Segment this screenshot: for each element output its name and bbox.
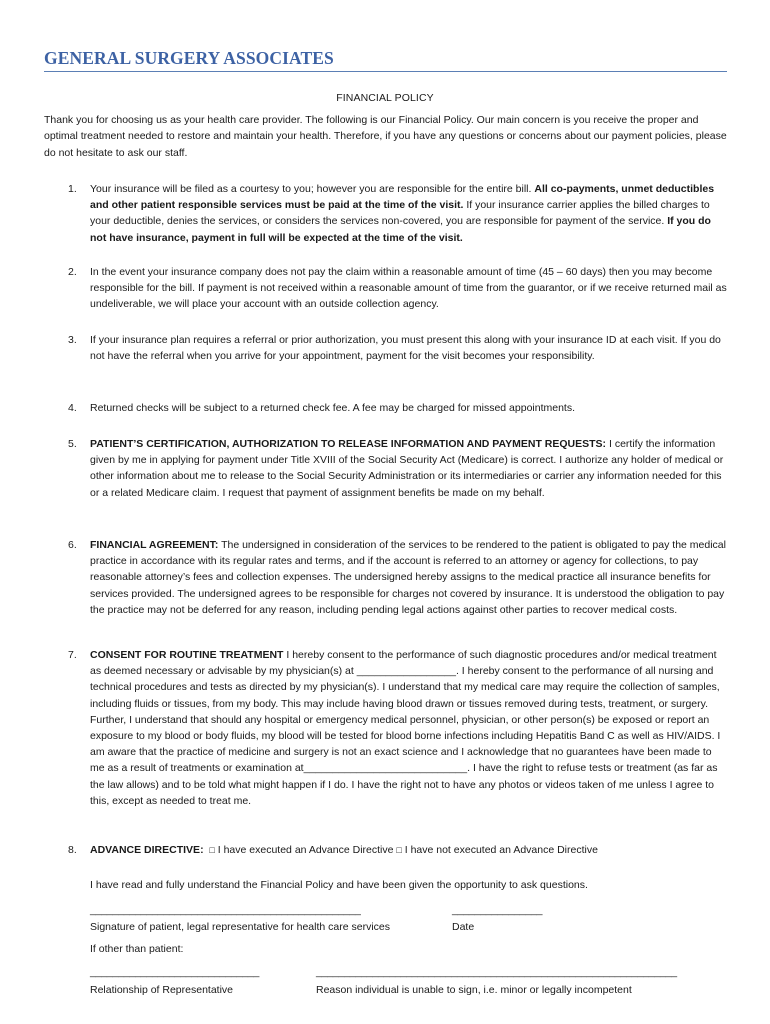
policy-item-4	[68, 400, 728, 416]
option-not-executed-label: I have not executed an Advance Directive	[401, 844, 598, 856]
item-text: If your insurance carrier applies the billed charges to your deductible, denies the services, or considers the services non-covered, you are responsible for payment of the service.	[90, 199, 710, 228]
policy-item-7	[68, 647, 728, 809]
checkbox-not-executed[interactable]: □	[396, 845, 402, 855]
item-heading: ADVANCE DIRECTIVE:	[90, 844, 204, 856]
item-body: If your insurance plan requires a referral or prior authorization, you must present this along with your insurance ID at each visit. If you do not have the referral when you arrive for your appointment, payment for the visit becomes your responsibility.	[90, 334, 721, 363]
other-than-patient-label: If other than patient:	[90, 943, 184, 955]
item-number: 5.	[68, 438, 77, 450]
item-body	[90, 842, 728, 858]
policy-item-3	[68, 332, 728, 364]
policy-item-8	[68, 842, 728, 858]
reason-label: Reason individual is unable to sign, i.e. minor or legally incompetent	[316, 984, 632, 996]
item-number: 2.	[68, 266, 77, 278]
item-heading: PATIENT’S CERTIFICATION, AUTHORIZATION TO RELEASE INFORMATION AND PAYMENT REQUESTS:	[90, 438, 607, 450]
item-number: 8.	[68, 844, 77, 856]
signature-line[interactable]: ________________________________________________	[90, 904, 361, 916]
relationship-line[interactable]: ______________________________	[90, 966, 260, 978]
item-body	[90, 181, 728, 246]
option-executed-label: I have executed an Advance Directive	[214, 844, 397, 856]
reason-line[interactable]: ________________________________________________________________	[316, 966, 677, 978]
item-text: Your insurance will be filed as a courtesy to you; however you are responsible for the entire bill.	[90, 183, 535, 195]
item-number: 6.	[68, 539, 77, 551]
item-body	[90, 436, 728, 501]
policy-item-2	[68, 264, 728, 313]
policy-item-6	[68, 537, 728, 618]
item-heading: FINANCIAL AGREEMENT:	[90, 539, 219, 551]
policy-item-5	[68, 436, 728, 501]
item-body: In the event your insurance company does not pay the claim within a reasonable amount of time (45 – 60 days) then you may become responsible for the bill. If payment is not received within a reasonable amount of time from the guarantor, or if we receive returned mail as undeliverable, we will place your account with an outside collection agency.	[90, 266, 727, 311]
signature-label: Signature of patient, legal representative for health care services	[90, 921, 391, 933]
item-heading: CONSENT FOR ROUTINE TREATMENT	[90, 649, 284, 661]
item-body	[90, 647, 728, 809]
policy-item-1	[68, 181, 728, 246]
item-bold-text: If you do not have insurance, payment in full will be expected at the time of the visit.	[90, 215, 711, 244]
intro-paragraph: Thank you for choosing us as your health care provider. The following is our Financial Policy. Our main concern is you receive the proper and optimal treatment needed to restore and maintain your health. Therefore, if you have any questions or concerns about our payment policies, please do not hesitate to ask our staff.	[44, 114, 727, 159]
date-label: Date	[452, 921, 475, 933]
item-number: 3.	[68, 334, 77, 346]
document-title: FINANCIAL POLICY	[336, 92, 434, 104]
acknowledgement-text: I have read and fully understand the Financial Policy and have been given the opportunity to ask questions.	[90, 879, 588, 891]
item-text: The undersigned in consideration of the services to be rendered to the patient is obligated to pay the medical practice in accordance with its regular rates and terms, and if the account is referred to an attorney or agency for collections, to pay reasonable attorney’s fees and collection expenses. The undersigned hereby assigns to the medical practice all insurance benefits for services provided. The undersigned agrees to be responsible for charges not covered by insurance. It is understood the obligation to pay the practice may not be deferred for any reason, including pending legal actions against other parties to recover medical costs.	[90, 539, 726, 616]
item-bold-text: All co-payments, unmet deductibles and other patient responsible services must be paid at the time of the visit.	[90, 183, 715, 212]
item-text: I certify the information given by me in applying for payment under Title XVIII of the Social Security Act (Medicare) is correct. I authorize any holder of medical or other information about me to release to the Social Security Administration or its intermediaries or carrier any information needed for this or a related Medicare claim. I request that payment of assignment benefits be made on my behalf.	[90, 438, 724, 499]
item-text: I hereby consent to the performance of such diagnostic procedures and/or medical treatment as deemed necessary or advisable by my physician(s) at _________________. I hereby consent to the performance of all nursing and technical procedures and tests as directed by my physician(s). I understand that my medical care may require the collection of samples, including fluids or tissues, from my body. This may include having blood drawn or tissues removed during tests, treatment, or surgery. Further, I understand that should any hospital or emergency medical personnel, physician, or other person(s) be exposed or report an exposure to my blood or body fluids, my blood will be tested for blood borne infections including Hepatitis Band C as well as HIV/AIDS. I am aware that the practice of medicine and surgery is not an exact science and I acknowledge that no guarantees have been made to me as a result of treatments or examination at____________________________. I have the right to refuse tests or treatment (as far as the law allows) and to be told what might happen if I do. I have the right not to have any photos or videos taken of me unless I agree to this, except as needed to treat me.	[90, 649, 721, 807]
item-body	[90, 537, 728, 618]
organization-name: GENERAL SURGERY ASSOCIATES	[44, 48, 334, 68]
item-body: Returned checks will be subject to a returned check fee. A fee may be charged for missed appointments.	[90, 402, 576, 414]
document-header	[44, 48, 727, 72]
date-line[interactable]: ________________	[452, 904, 543, 916]
item-number: 4.	[68, 402, 77, 414]
item-number: 7.	[68, 649, 77, 661]
checkbox-executed[interactable]: □	[209, 845, 215, 855]
relationship-label: Relationship of Representative	[90, 984, 234, 996]
item-number: 1.	[68, 183, 77, 195]
